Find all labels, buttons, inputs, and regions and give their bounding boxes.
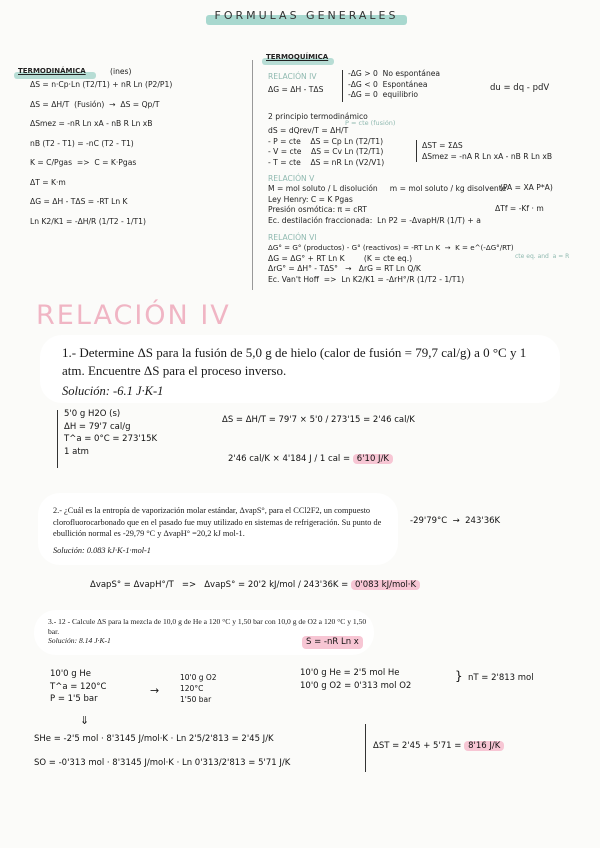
page-header: [206, 9, 407, 24]
formula-line: ΔS = ΔH/T (Fusión) → ΔS = Qp/T: [30, 99, 160, 109]
cases-brace: [342, 70, 343, 102]
total-entropy: [422, 141, 552, 162]
problem3-s-he: SHe = -2'5 mol · 8'3145 J/mol·K · Ln 2'5/2'813 = 2'45 J/K: [34, 734, 274, 744]
problem2-temperature: -29'79°C → 243'36K: [410, 516, 501, 526]
problem3-moles: [300, 667, 411, 692]
problem3-data-left: [50, 668, 106, 706]
data-line: 1'50 bar: [180, 695, 212, 704]
relacion-v-label: RELACIÓN V: [268, 174, 315, 183]
column-divider: [252, 60, 253, 290]
rel-v-line: Ley Henry: C = K Pgas: [268, 194, 353, 204]
brace-line: ΔSmez = -nA R Ln xA - nB R Ln xB: [422, 151, 553, 161]
problem2-statement: 2.- ¿Cuál es la entropía de vaporización molar estándar, ΔvapS°, para el CCl2F2, un compuesto clorofluorocarbonado que en el pasado fue muy utilizado en sistemas de refrigeración. Su punto de ebullición normal es -29,79 °C y ΔvapH° =20,2 kJ mol-1.: [53, 506, 382, 538]
data-line: P = 1'5 bar: [50, 694, 98, 704]
formula-line: K = C/Pgas => C = K·Pgas: [30, 158, 137, 167]
rel-vi-line: ΔG = ΔG° + RT Ln K (K = cte eq.): [268, 253, 413, 263]
problem1-data: [64, 408, 157, 458]
data-line: 1 atm: [64, 446, 89, 457]
problem1-data-bar: [57, 410, 58, 468]
right-tag: TERMOQUÍMICA: [266, 53, 329, 61]
problem3-statement: 3.- 12 - Calcule ΔS para la mezcla de 10,0 g de He a 120 °C y 1,50 bar con 10,0 g de O2 a 120 °C y 1,50 bar.: [48, 617, 367, 636]
data-line: 10'0 g O2: [180, 673, 217, 682]
entropy-line: dS = dQrev/T = ΔH/T: [268, 126, 349, 135]
page-title: FORMULAS GENERALES: [214, 9, 399, 22]
problem2-calc: ΔvapS° = ΔvapH°/T => ΔvapS° = 20'2 kJ/mol / 243'36K =: [90, 580, 351, 590]
problem1-statement: 1.- Determine ΔS para la fusión de 5,0 g de hielo (calor de fusión = 79,7 cal/g) a 0 °C y 1 atm. Encuentre ΔS para el proceso inverso.: [62, 345, 527, 378]
problem3-s-o: SO = -0'313 mol · 8'3145 J/mol·K · Ln 0'313/2'813 = 5'71 J/K: [34, 758, 291, 768]
problem1-calc2-row: [228, 446, 393, 466]
formula-line: nB (T2 - T1) = -nC (T2 - T1): [30, 138, 134, 148]
case-line: -ΔG = 0 equilibrio: [348, 90, 419, 99]
gibbs-equation: ΔG = ΔH - TΔS: [268, 85, 324, 94]
entropy-brace: [416, 140, 417, 162]
left-formula-list: [30, 70, 172, 227]
left-tag-suffix: (ines): [110, 67, 132, 76]
problem2-result: 0'083 kJ/mol·K: [351, 580, 420, 590]
problem1-calc1: ΔS = ΔH/T = 79'7 × 5'0 / 273'15 = 2'46 cal/K: [222, 415, 415, 425]
rel-v-line: Ec. destilación fraccionada: Ln P2 = -ΔvapH/R (1/T) + a: [268, 215, 481, 225]
rel-v-line: M = mol soluto / L disolución m = mol soluto / kg disolvente: [268, 184, 507, 193]
relacion-v-formulas: [268, 184, 506, 226]
spontaneity-cases: [348, 69, 440, 101]
formula-line: Ln K2/K1 = -ΔH/R (1/T2 - 1/T1): [30, 216, 146, 226]
relacion-vi-label: RELACIÓN VI: [268, 233, 317, 242]
problem3-total-moles: nT = 2'813 mol: [468, 673, 534, 683]
second-principle: 2 principio termodinámico: [268, 112, 368, 121]
data-line: T^a = 120°C: [50, 681, 107, 692]
moles-brace: }: [455, 669, 463, 683]
case-line: -ΔG < 0 Espontánea: [348, 79, 428, 89]
relacion-iv-label: RELACIÓN IV: [268, 72, 317, 81]
problem3-brace: [365, 724, 366, 772]
problem3-data-mid: [180, 672, 217, 705]
raoult-law: (PA = XA P*A): [500, 183, 553, 192]
rel-vi-note: cte eq. and a = R: [515, 253, 570, 260]
problem1-result: 6'10 J/K: [353, 454, 393, 464]
rel-vi-line: ΔG° = G° (productos) - G° (reactivos) = -RT Ln K → K = e^(-ΔG°/RT): [268, 243, 514, 252]
case-line: -ΔG > 0 No espontánea: [348, 69, 441, 78]
problem1-calc2: 2'46 cal/K × 4'184 J / 1 cal =: [228, 454, 353, 464]
rel-v-line: Presión osmótica: π = cRT: [268, 205, 367, 214]
brace-line: ΔST = ΣΔS: [422, 141, 463, 150]
problem3-total-row: [373, 733, 504, 753]
principle-note: P = cte (fusión): [345, 119, 396, 127]
data-line: 5'0 g H2O (s): [64, 409, 121, 419]
problem1-solution: Solución: -6.1 J·K-1: [62, 384, 164, 398]
entropy-line: - P = cte ΔS = Cp Ln (T2/T1): [268, 136, 384, 146]
problem3-result: 8'16 J/K: [464, 741, 504, 751]
data-line: 120°C: [180, 684, 204, 693]
problem3-solution: Solución: 8.14 J·K-1: [48, 636, 111, 645]
rel-vi-line: Ec. Van't Hoff => Ln K2/K1 = -ΔrH°/R (1/T2 - 1/T1): [268, 274, 465, 284]
data-line: T^a = 0°C = 273'15K: [64, 434, 158, 444]
formula-line: ΔS = n·Cp·Ln (T2/T1) + nR Ln (P2/P1): [30, 80, 173, 89]
relacion-vi-formulas: [268, 243, 514, 285]
arrow-icon: →: [150, 684, 160, 697]
data-line: ΔH = 79'7 cal/g: [64, 421, 131, 432]
entropy-formulas: [268, 126, 384, 168]
relacion-title: RELACIÓN IV: [36, 300, 231, 331]
internal-energy-eq: du = dq - pdV: [490, 83, 550, 93]
formula-line: ΔT = K·m: [30, 177, 66, 187]
left-tag: TERMODINÁMICA: [18, 67, 86, 75]
problem2-calc-row: [90, 572, 420, 592]
entropy-line: - T = cte ΔS = nR Ln (V2/V1): [268, 157, 385, 167]
problem3-total: ΔST = 2'45 + 5'71 =: [373, 741, 465, 751]
mole-line: 10'0 g O2 = 0'313 mol O2: [300, 680, 412, 691]
problem2-solution: Solución: 0.083 kJ·K-1·mol-1: [53, 546, 151, 555]
data-line: 10'0 g He: [50, 669, 91, 679]
formula-line: ΔSmez = -nR Ln xA - nB R Ln xB: [30, 119, 153, 128]
problem3-formula: S = -nR Ln x: [302, 636, 363, 649]
formula-line: ΔG = ΔH - TΔS = -RT Ln K: [30, 197, 128, 206]
arrow-down-icon: ⇓: [80, 714, 90, 727]
rel-vi-line: ΔrG° = ΔH° - TΔS° → ΔrG = RT Ln Q/K: [268, 264, 421, 273]
entropy-line: - V = cte ΔS = Cv Ln (T2/T1): [268, 147, 384, 156]
mole-line: 10'0 g He = 2'5 mol He: [300, 668, 400, 678]
freezing-depression: ΔTf = -Kf · m: [495, 204, 544, 213]
